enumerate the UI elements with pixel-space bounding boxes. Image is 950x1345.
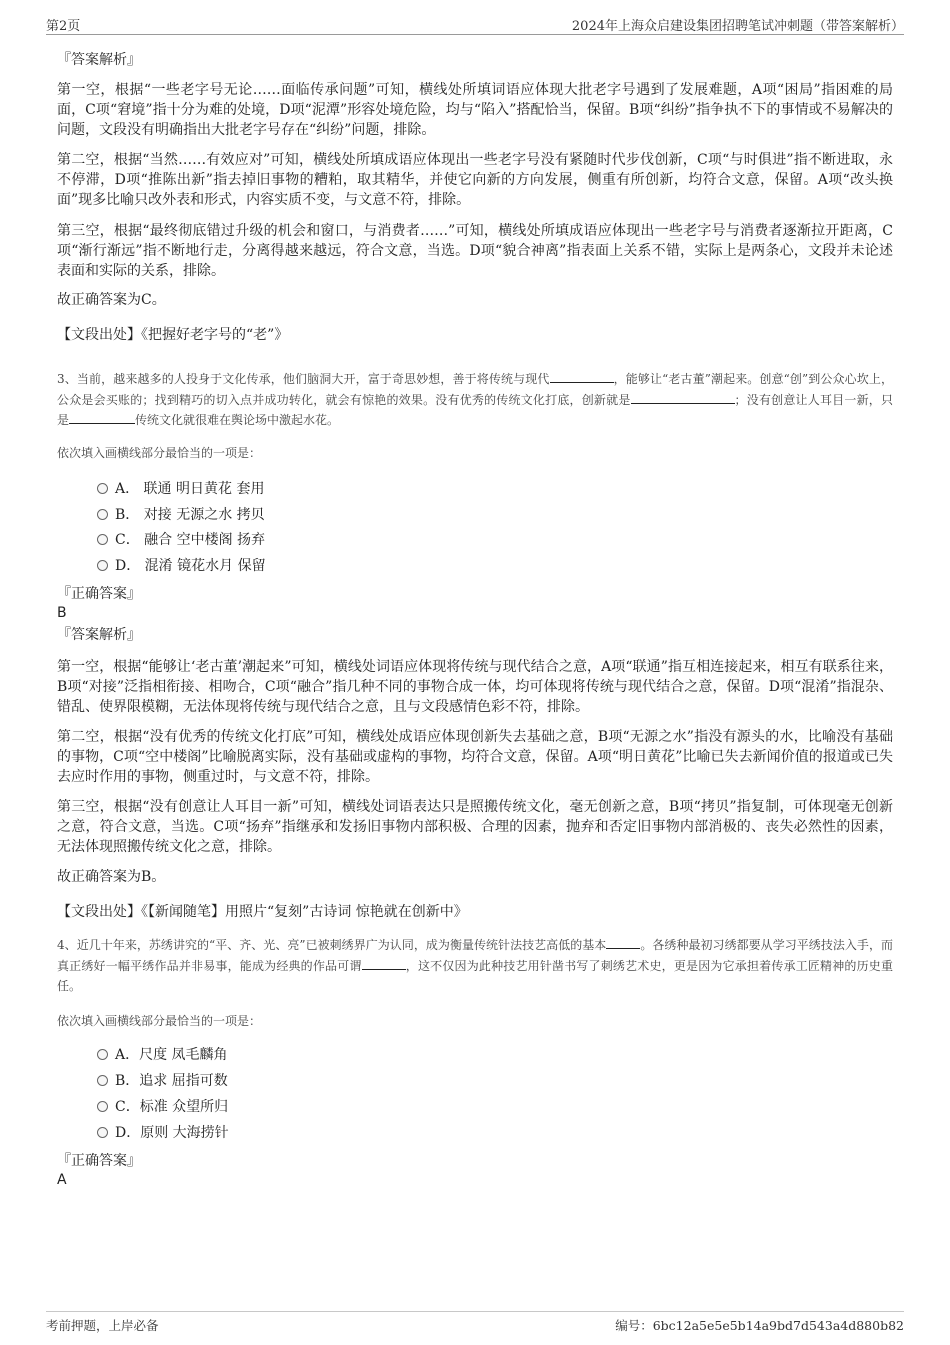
q3-option-c-label: C． 融合 空中楼阁 扬弃 [115, 532, 266, 548]
footer-serial: 编号：6bc12a5e5e5b14a9bd7d543a4d880b82 [615, 1318, 904, 1333]
q4-stem-part-c: ，这不仅因为此种技艺用针凿书写了刺绣艺术史，更是因为它承担着传承工匠精神的历史重任。 [57, 958, 893, 993]
q3-option-c[interactable] [97, 531, 265, 549]
page-number: 第2页 [46, 19, 81, 34]
q3-option-d[interactable] [97, 557, 266, 575]
q4-correct-value: A [57, 1172, 67, 1188]
q3-blank-2 [631, 391, 735, 404]
q3-stem-part-a: 3、当前，越来越多的人投身于文化传承，他们脑洞大开，富于奇思妙想，善于将传统与现代 [57, 372, 550, 386]
radio-icon[interactable] [97, 1075, 108, 1086]
q2-analysis-para2: 第二空，根据“当然……有效应对”可知，横线处所填成语应体现出一些老字号没有紧随时代步伐创新，C项“与时俱进”指不断进取，永不停滞，D项“推陈出新”指去掉旧事物的糟粕，取其精华，并使它向新的方向发展，侧重有所创新，均符合文意，保留。A项“改头换面”现多比喻只改外表和形式，内容实质不变，与文意不符，排除。 [57, 152, 893, 208]
radio-icon[interactable] [97, 509, 108, 520]
radio-icon[interactable] [97, 534, 108, 545]
q3-blank-1 [550, 370, 614, 383]
q3-source: 【文段出处】《【新闻随笔】用照片“复刻”古诗词 惊艳就在创新中》 [57, 904, 468, 920]
q2-analysis-para1: 第一空，根据“一些老字号无论……面临传承问题”可知，横线处所填词语应体现大批老字号遇到了发展难题，A项“困局”指困难的局面，C项“窘境”指十分为难的处境，D项“泥潭”形容处境危险，均与“陷入”搭配恰当，保留。B项“纠纷”指争执不下的事情或不易解决的问题，文段没有明确指出大批老字号存在“纠纷”问题，排除。 [57, 82, 893, 138]
page-header [46, 12, 904, 35]
q4-option-c-label: C．标准 众望所归 [115, 1099, 229, 1115]
q3-analysis-para3: 第三空，根据“没有创意让人耳目一新”可知，横线处词语表达只是照搬传统文化，毫无创新之意，B项“拷贝”指复制，可体现毫无创新之意，符合文意，当选。C项“扬弃”指继承和发扬旧事物内部积极、合理的因素，抛弃和否定旧事物内部消极的、丧失必然性的因素，无法体现照搬传统文化之意，排除。 [57, 799, 893, 855]
radio-icon[interactable] [97, 560, 108, 571]
q4-option-d-label: D．原则 大海捞针 [115, 1125, 229, 1141]
q3-correct-label: 『正确答案』 [57, 586, 141, 602]
q4-stem-part-a: 4、近几十年来，苏绣讲究的“平、齐、光、亮”已被刺绣界广为认同，成为衡量传统针法技艺高低的基本 [57, 938, 607, 952]
q4-prompt: 依次填入画横线部分最恰当的一项是： [57, 1014, 262, 1028]
q4-option-c[interactable] [97, 1098, 228, 1116]
q4-blank-2 [362, 957, 406, 970]
q3-stem-part-c: ；没有创意让人耳目一新，只是 [57, 392, 893, 427]
radio-icon[interactable] [97, 483, 108, 494]
q3-option-a[interactable] [97, 480, 264, 498]
q3-correct-value: B [57, 605, 67, 621]
q4-option-d[interactable] [97, 1124, 229, 1142]
q3-blank-3 [69, 411, 135, 424]
q4-option-a-label: A．尺度 凤毛麟角 [115, 1047, 228, 1063]
q3-analysis-label: 『答案解析』 [57, 627, 141, 643]
q4-blank-1 [606, 936, 640, 949]
q3-option-b-label: B． 对接 无源之水 拷贝 [115, 507, 265, 523]
q4-correct-label: 『正确答案』 [57, 1153, 141, 1169]
q4-option-a[interactable] [97, 1046, 228, 1064]
q3-stem-part-b: ，能够让“老古董”潮起来。创意“创”到公众心坎上，公众是会买账的；找到精巧的切入点并成功转化，就会有惊艳的效果。没有优秀的传统文化打底，创新就是 [57, 372, 894, 407]
q2-analysis-para3: 第三空，根据“最终彻底错过升级的机会和窗口，与消费者……”可知，横线处所填成语应体现出一些老字号与消费者逐渐拉开距离，C项“渐行渐远”指不断地行走，分离得越来越远，符合文意，当选。D项“貌合神离”指表面上关系不错，实际上是两条心，文段并未论述表面和实际的关系，排除。 [57, 223, 893, 279]
footer-slogan: 考前押题，上岸必备 [46, 1318, 159, 1333]
q2-conclusion: 故正确答案为C。 [57, 292, 166, 308]
q3-prompt: 依次填入画横线部分最恰当的一项是： [57, 446, 262, 460]
q3-option-b[interactable] [97, 506, 265, 524]
page-footer [46, 1311, 904, 1336]
q3-option-d-label: D． 混淆 镜花水月 保留 [115, 558, 266, 574]
q4-stem [57, 935, 893, 997]
q3-stem-part-d: 传统文化就很难在舆论场中激起水花。 [135, 413, 340, 427]
q4-option-b-label: B．追求 屈指可数 [115, 1073, 228, 1089]
radio-icon[interactable] [97, 1101, 108, 1112]
q4-option-b[interactable] [97, 1072, 228, 1090]
q3-option-a-label: A． 联通 明日黄花 套用 [115, 481, 265, 497]
document-title: 2024年上海众启建设集团招聘笔试冲刺题（带答案解析） [571, 19, 904, 34]
q2-source: 【文段出处】《把握好老字号的“老”》 [57, 327, 289, 343]
q3-conclusion: 故正确答案为B。 [57, 869, 166, 885]
q3-stem [57, 369, 893, 431]
q3-analysis-para1: 第一空，根据“能够让‘老古董’潮起来”可知，横线处词语应体现将传统与现代结合之意，A项“联通”指互相连接起来，相互有联系往来，B项“对接”泛指相衔接、相吻合，C项“融合”指几种不同的事物合成一体，均可体现将传统与现代结合之意，保留。D项“混淆”指混杂、错乱、使界限模糊，无法体现将传统与现代结合之意，且与文段感情色彩不符，排除。 [57, 659, 893, 715]
q4-stem-part-b: 。各绣种最初习绣都要从学习平绣技法入手，而真正绣好一幅平绣作品并非易事，能成为经典的作品可谓 [57, 938, 893, 973]
q3-analysis-para2: 第二空，根据“没有优秀的传统文化打底”可知，横线处成语应体现创新失去基础之意，B项“无源之水”指没有源头的水，比喻没有基础的事物，C项“空中楼阁”比喻脱离实际，没有基础或虚构的事物，均符合文意，保留。A项“明日黄花”比喻已失去新闻价值的报道或已失去应时作用的事物，侧重过时，与文意不符，排除。 [57, 729, 893, 785]
q2-analysis-label: 『答案解析』 [57, 52, 141, 68]
radio-icon[interactable] [97, 1127, 108, 1138]
radio-icon[interactable] [97, 1049, 108, 1060]
